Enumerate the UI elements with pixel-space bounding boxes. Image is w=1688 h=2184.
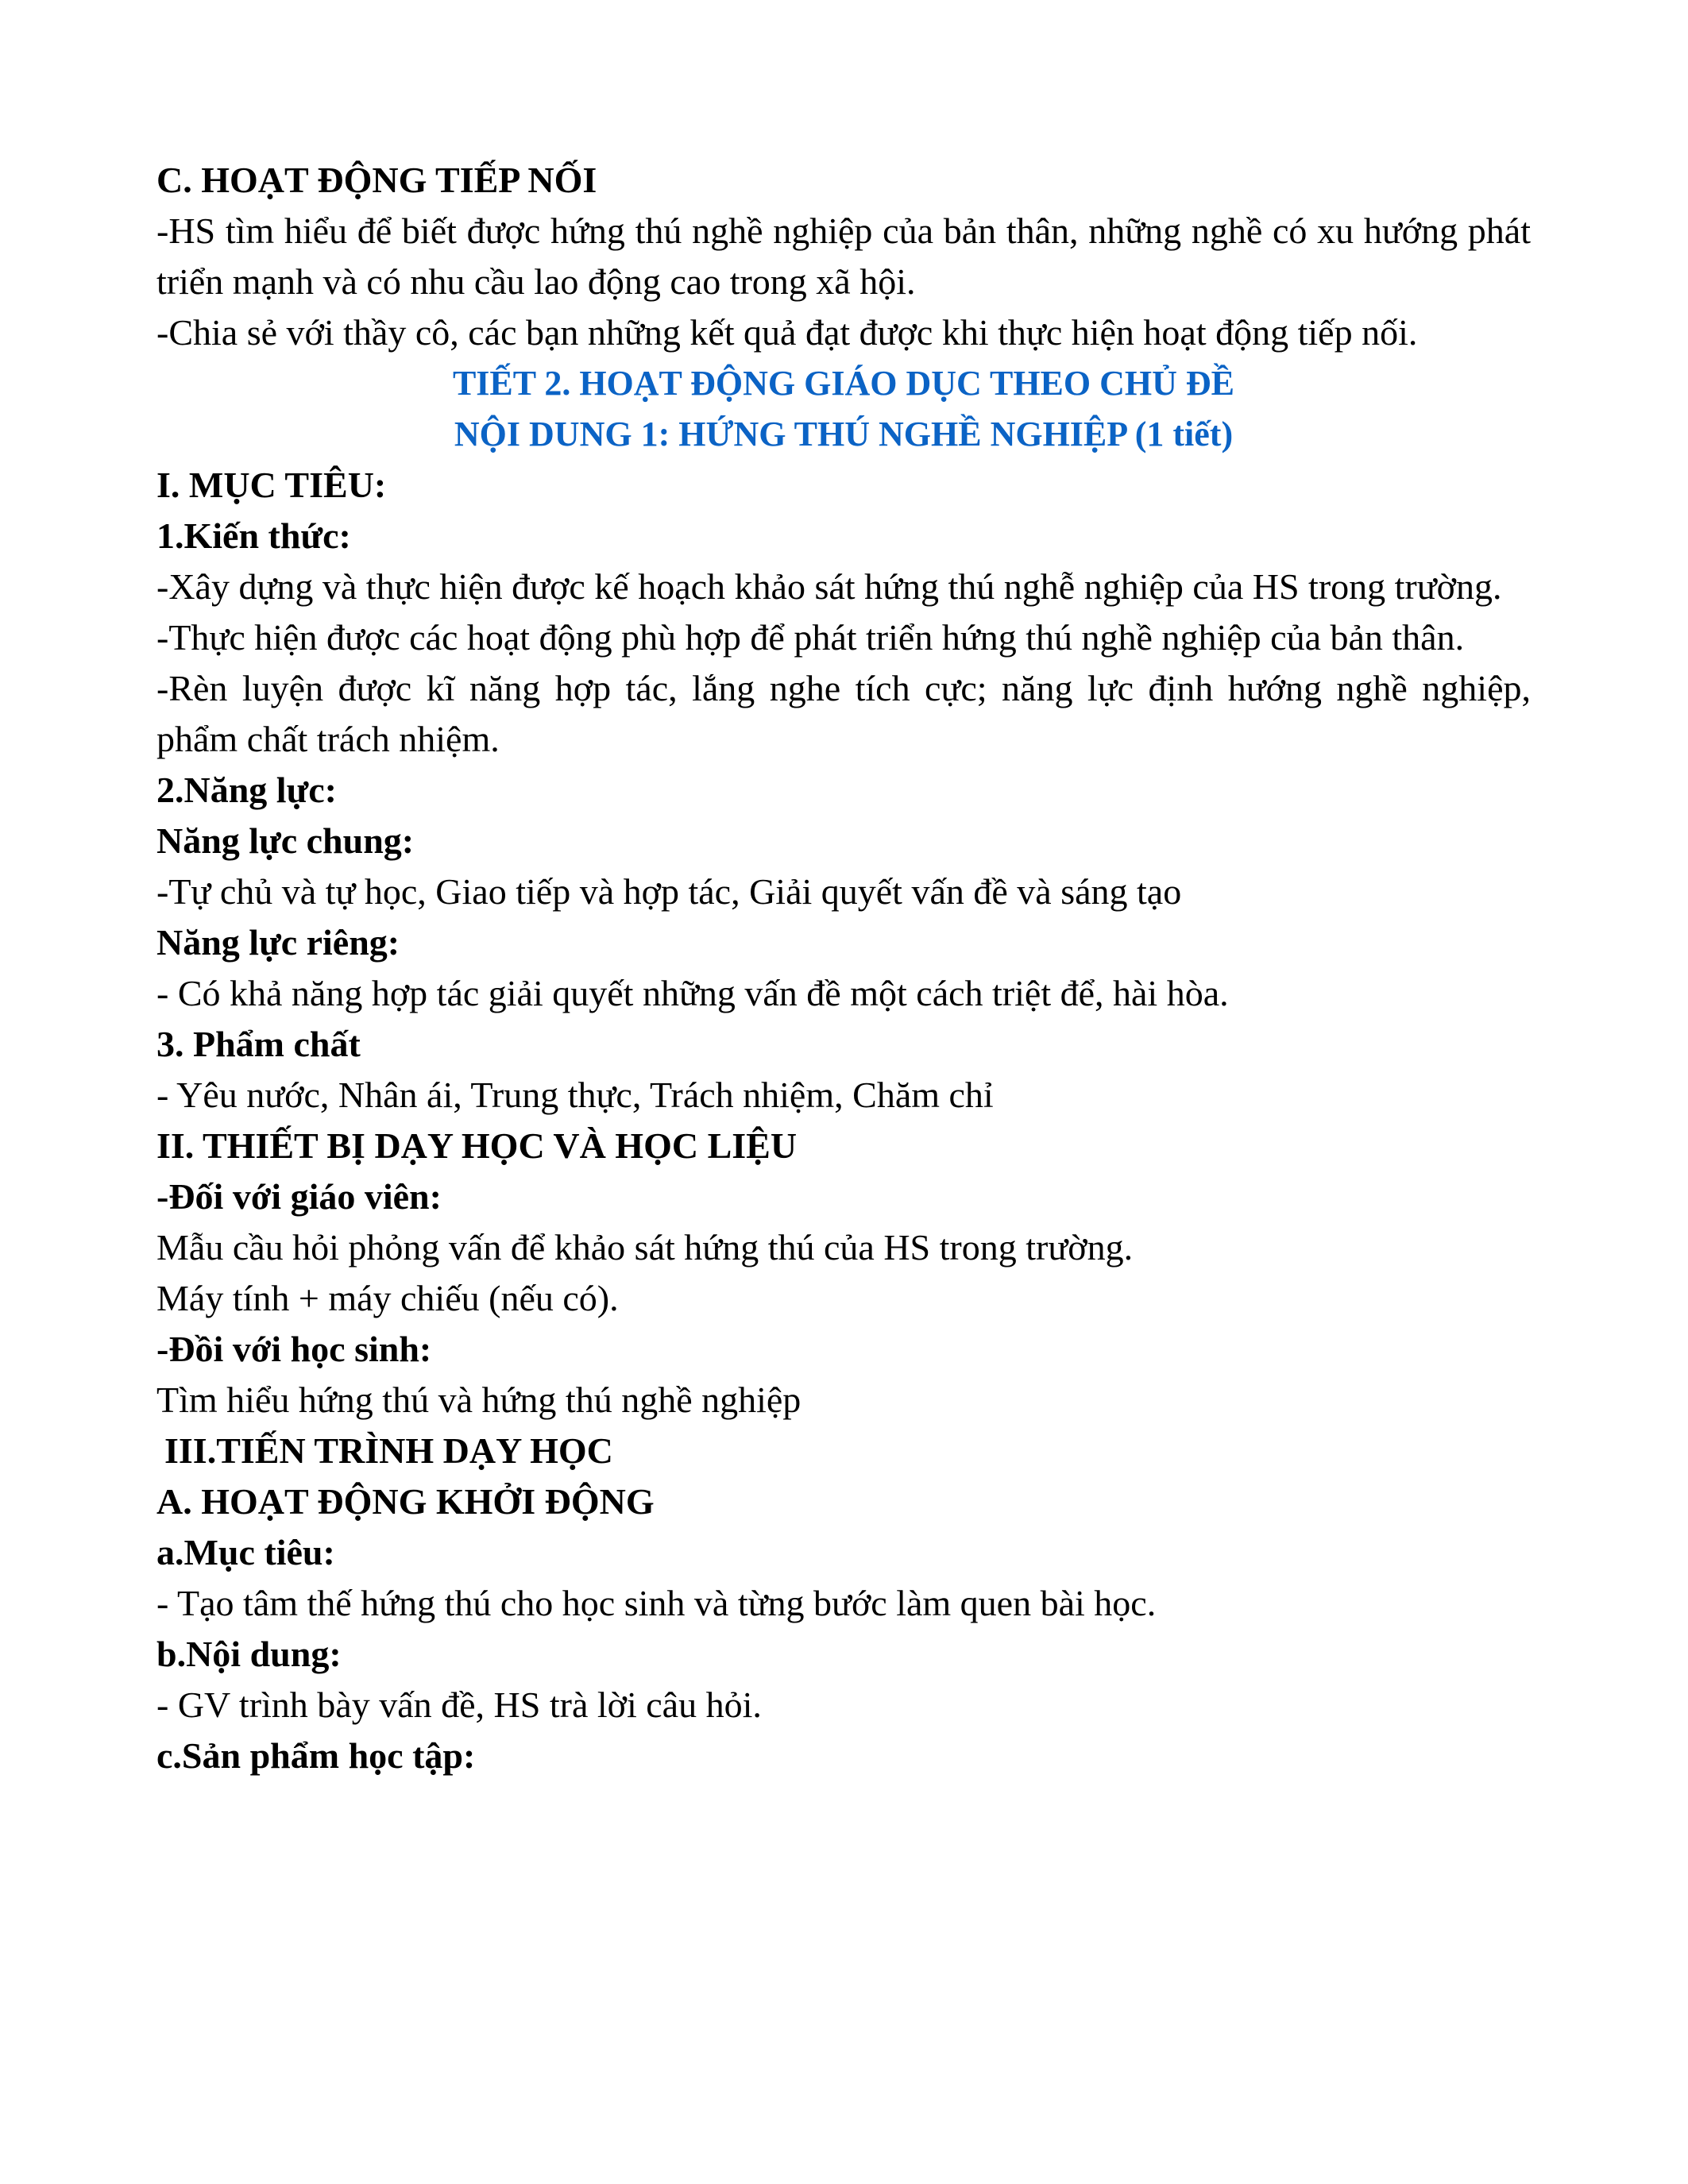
kienthuc-title: 1.Kiến thức:: [156, 515, 351, 556]
section-c-paragraph-2: -Chia sẻ với thầy cô, các bạn những kết quả đạt được khi thực hiện hoạt động tiếp nối.: [156, 312, 1418, 353]
kienthuc-item-3: -Rèn luyện được kĩ năng hợp tác, lắng nghe tích cực; năng lực định hướng nghề nghiệp, phẩm chất trách nhiệm.: [156, 668, 1531, 759]
section-c-paragraph-1: -HS tìm hiểu để biết được hứng thú nghề nghiệp của bản thân, những nghề có xu hướng phát triển mạnh và có nhu cầu lao động cao trong xã hội.: [156, 210, 1531, 302]
hocsinh-title: -Đồi với học sinh:: [156, 1329, 432, 1369]
nangluc-title: 2.Năng lực:: [156, 770, 337, 810]
nangluc-chung-text: -Tự chủ và tự học, Giao tiếp và hợp tác, Giải quyết vấn đề và sáng tạo: [156, 871, 1182, 912]
phamchat-text: - Yêu nước, Nhân ái, Trung thực, Trách nhiệm, Chăm chỉ: [156, 1075, 994, 1115]
thietbi-title: II. THIẾT BỊ DẠY HỌC VÀ HỌC LIỆU: [156, 1125, 798, 1166]
tiet2-heading: TIẾT 2. HOẠT ĐỘNG GIÁO DỤC THEO CHỦ ĐỀ: [452, 364, 1235, 403]
noidung1-heading: NỘI DUNG 1: HỨNG THÚ NGHỀ NGHIỆP (1 tiết): [454, 415, 1234, 453]
phamchat-title: 3. Phẩm chất: [156, 1024, 361, 1064]
kienthuc-item-1: -Xây dựng và thực hiện được kế hoạch khảo sát hứng thú nghễ nghiệp của HS trong trường.: [156, 566, 1502, 607]
muctieu-title: I. MỤC TIÊU:: [156, 465, 387, 505]
kienthuc-item-2: -Thực hiện được các hoạt động phù hợp để phát triển hứng thú nghề nghiệp của bản thân.: [156, 617, 1465, 658]
c-sanpham-title: c.Sản phẩm học tập:: [156, 1735, 476, 1776]
giaovien-item-1: Mẫu cầu hỏi phỏng vấn để khảo sát hứng thú của HS trong trường.: [156, 1227, 1134, 1268]
nangluc-rieng-text: - Có khả năng hợp tác giải quyết những vấn đề một cách triệt để, hài hòa.: [156, 973, 1229, 1013]
b-noidung-title: b.Nội dung:: [156, 1634, 342, 1674]
b-noidung-text: - GV trình bày vấn đề, HS trà lời câu hỏi.: [156, 1684, 762, 1725]
nangluc-chung-title: Năng lực chung:: [156, 820, 415, 861]
section-c-title: C. HOẠT ĐỘNG TIẾP NỐI: [156, 160, 597, 200]
khoidong-title: A. HOẠT ĐỘNG KHỞI ĐỘNG: [156, 1481, 655, 1522]
a-muctieu-title: a.Mục tiêu:: [156, 1532, 335, 1572]
tientrinh-title: III.TIẾN TRÌNH DẠY HỌC: [164, 1430, 613, 1471]
nangluc-rieng-title: Năng lực riêng:: [156, 922, 400, 963]
hocsinh-item-1: Tìm hiểu hứng thú và hứng thú nghề nghiệp: [156, 1379, 802, 1420]
giaovien-title: -Đối với giáo viên:: [156, 1176, 442, 1217]
document-page: [156, 155, 1531, 1781]
a-muctieu-text: - Tạo tâm thế hứng thú cho học sinh và từng bước làm quen bài học.: [156, 1583, 1157, 1623]
giaovien-item-2: Máy tính + máy chiếu (nếu có).: [156, 1278, 619, 1318]
